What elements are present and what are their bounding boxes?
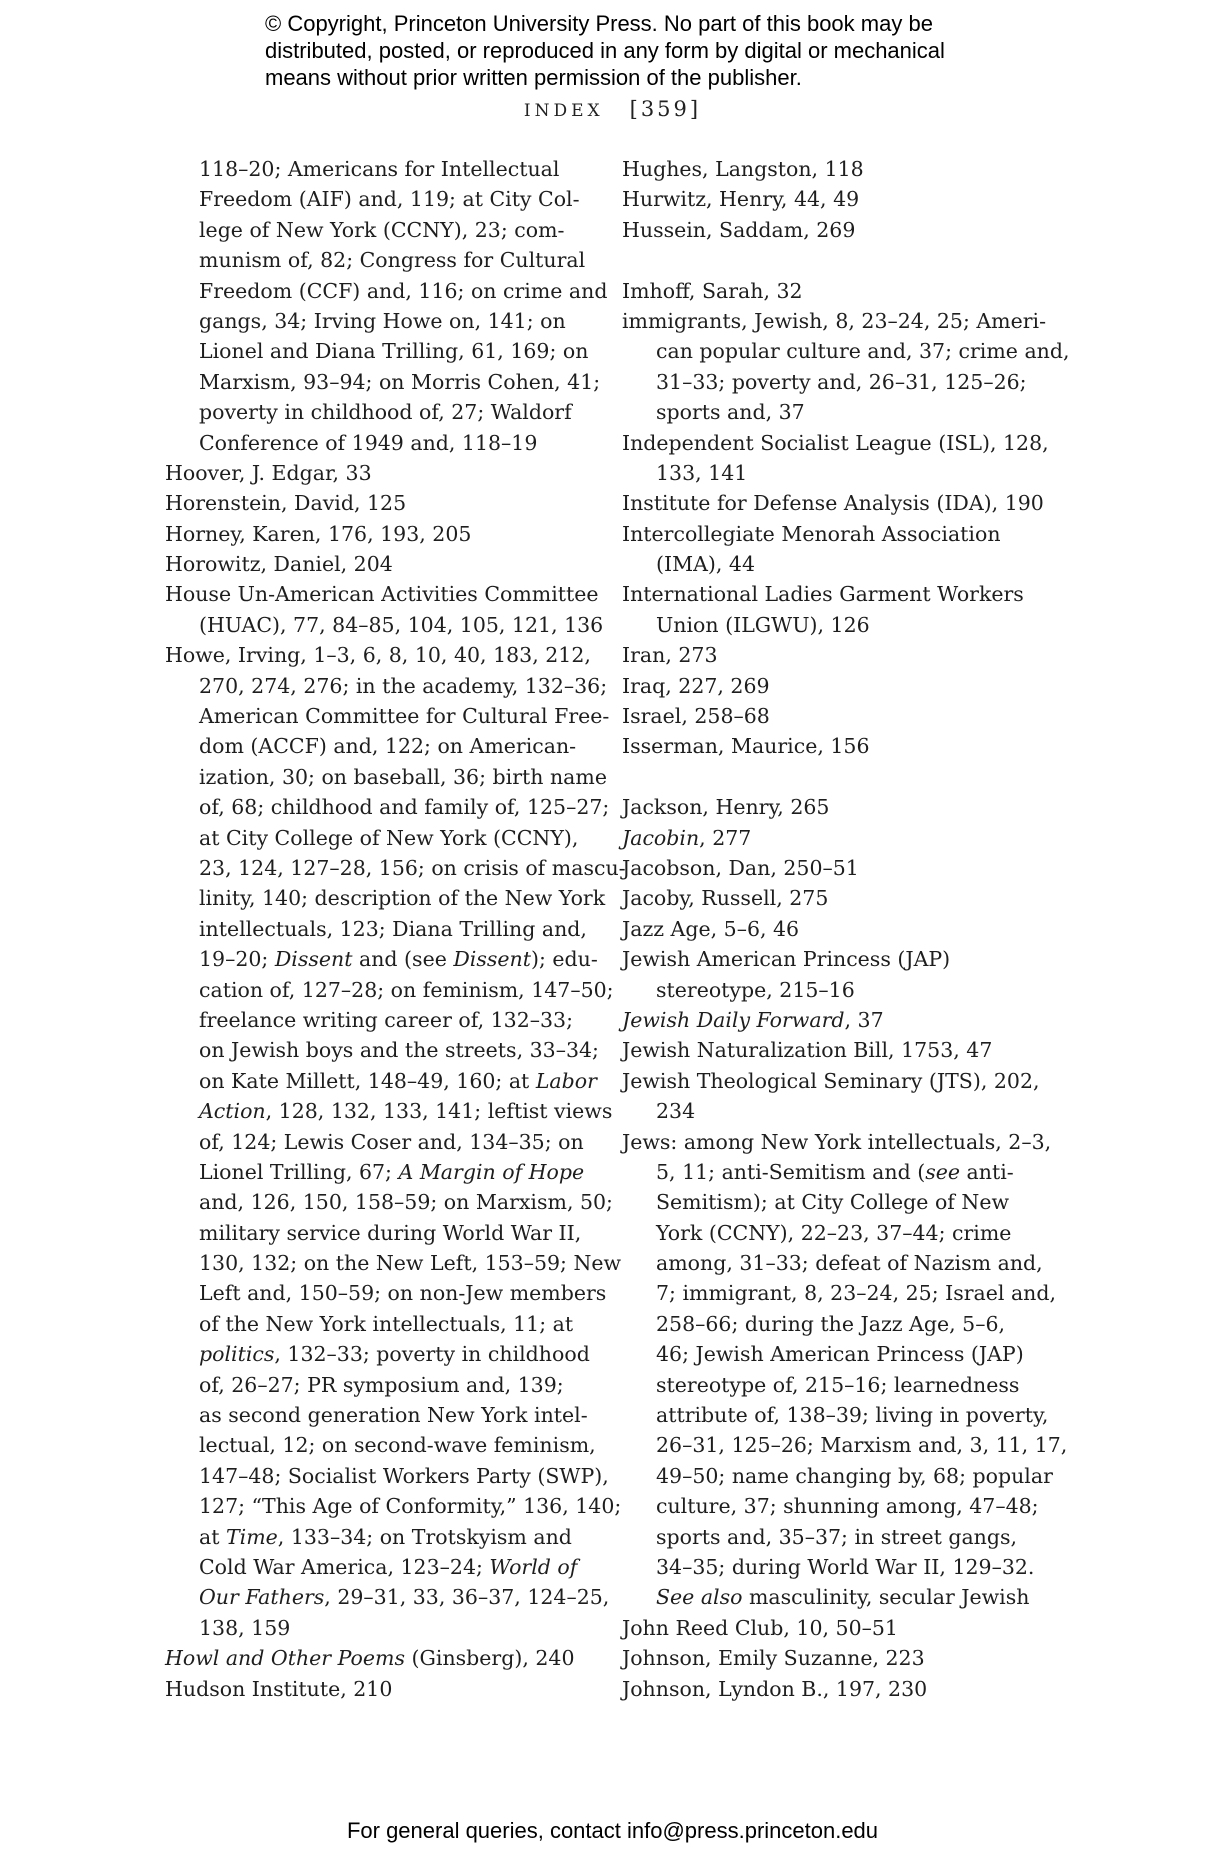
index-entry-continuation: of, 26–27; PR symposium and, 139; [199,1372,564,1397]
index-entry-continuation [165,944,598,974]
index-entry-continuation: 270, 274, 276; in the academy, 132–36; [199,673,608,698]
index-entry-continuation: of, 68; childhood and family of, 125–27; [199,795,610,820]
index-entry-continuation [165,1066,597,1096]
italic-title: Our Fathers [199,1585,325,1610]
index-entry-continuation: of, 124; Lewis Coser and, 134–35; on [199,1129,584,1154]
entry-text: 5, 11; anti-Semitism and ( [656,1159,926,1184]
index-entry: Johnson, Lyndon B., 197, 230 [622,1676,928,1701]
index-entry: Iran, 273 [622,643,718,668]
running-head-title: INDEX [523,101,604,121]
index-entry: John Reed Club, 10, 50–51 [622,1615,898,1640]
index-column-left [165,154,626,1704]
italic-title: World of [489,1554,578,1579]
entry-text: and (see [352,947,454,972]
entry-text: , 132–33; poverty in childhood [274,1342,590,1367]
index-entry-continuation: munism of, 82; Congress for Cultural [199,248,586,273]
index-entry-continuation: poverty in childhood of, 27; Waldorf [199,400,572,425]
index-entry-continuation: (HUAC), 77, 84–85, 104, 105, 121, 136 [199,612,604,637]
index-entry-continuation: at City College of New York (CCNY), [199,825,579,850]
entry-text: on Kate Millett, 148–49, 160; at [199,1068,536,1093]
index-entry: Jews: among New York intellectuals, 2–3, [622,1129,1052,1154]
copyright-line: means without prior written permission of the publisher. [265,65,802,90]
italic-title: see [925,1159,961,1184]
index-entry-continuation: can popular culture and, 37; crime and, [656,339,1070,364]
entry-text: , 29–31, 33, 36–37, 124–25, [324,1585,610,1610]
entry-text: masculinity, secular Jewish [742,1585,1030,1610]
index-entry-continuation: Marxism, 93–94; on Morris Cohen, 41; [199,369,601,394]
italic-title: Action [199,1099,266,1124]
index-entry-continuation: Left and, 150–59; on non-Jew members [199,1281,607,1306]
entry-text: Lionel Trilling, 67; [199,1159,399,1184]
index-entry-continuation: 46; Jewish American Princess (JAP) [656,1342,1024,1367]
index-entry-continuation: lege of New York (CCNY), 23; com- [199,217,565,242]
index-entry-continuation: on Jewish boys and the streets, 33–34; [199,1038,599,1063]
index-entry-continuation: sports and, 35–37; in street gangs, [656,1524,1018,1549]
italic-title: Dissent [453,947,531,972]
index-column-right [622,154,1070,1704]
index-entry-continuation: 23, 124, 127–28, 156; on crisis of mascu- [199,855,626,880]
index-entry-continuation: as second generation New York intel- [199,1403,588,1428]
index-entry-continuation: 258–66; during the Jazz Age, 5–6, [656,1311,1006,1336]
index-entry-continuation [165,1157,585,1187]
index-entry-continuation: 26–31, 125–26; Marxism and, 3, 11, 17, [656,1433,1068,1458]
index-entry [165,1643,585,1673]
italic-title: Time [225,1524,278,1549]
index-entry: Horowitz, Daniel, 204 [165,552,393,577]
index-entry-continuation: 127; “This Age of Conformity,” 136, 140; [199,1494,622,1519]
index-entry: Jewish American Princess (JAP) [622,947,951,972]
entry-text: Cold War America, 123–24; [199,1554,490,1579]
index-entry: Iraq, 227, 269 [622,673,770,698]
index-entry: International Ladies Garment Workers [622,582,1024,607]
index-entry-continuation: 49–50; name changing by, 68; popular [656,1463,1053,1488]
page-number: [359] [629,97,702,121]
index-entry: Hoover, J. Edgar, 33 [165,460,372,485]
index-entry-continuation: dom (ACCF) and, 122; on American- [199,734,577,759]
index-entry-continuation: military service during World War II, [199,1220,582,1245]
index-entry: Horney, Karen, 176, 193, 205 [165,521,472,546]
index-entry: Intercollegiate Menorah Association [622,521,1001,546]
footer-contact: For general queries, contact info@press.princeton.edu [346,1818,879,1843]
index-entry: Jacobson, Dan, 250–51 [622,855,859,880]
index-entry-continuation: American Committee for Cultural Free- [199,704,610,729]
index-entry-continuation [622,1582,1042,1612]
index-entry: Jewish Theological Seminary (JTS), 202, [622,1068,1040,1093]
index-entry-continuation: 34–35; during World War II, 129–32. [656,1554,1035,1579]
index-entry-continuation: and, 126, 150, 158–59; on Marxism, 50; [199,1190,613,1215]
index-entry: Jazz Age, 5–6, 46 [622,916,800,941]
entry-text: 19–20; [199,947,275,972]
entry-text: anti- [960,1159,1014,1184]
index-entry: House Un-American Activities Committee [165,582,599,607]
index-entry-continuation: stereotype, 215–16 [656,977,855,1002]
index-entry: Jewish Naturalization Bill, 1753, 47 [622,1038,993,1063]
index-entry-continuation: 147–48; Socialist Workers Party (SWP), [199,1463,609,1488]
entry-text: , 37 [844,1007,884,1032]
italic-title: A Margin of Hope [398,1159,585,1184]
index-entry-continuation: 130, 132; on the New Left, 153–59; New [199,1251,622,1276]
index-entry-continuation: York (CCNY), 22–23, 37–44; crime [656,1220,1012,1245]
copyright-line: © Copyright, Princeton University Press. No part of this book may be [265,11,933,36]
index-entry-continuation: attribute of, 138–39; living in poverty, [656,1403,1049,1428]
index-entry-continuation: 138, 159 [199,1615,291,1640]
index-entry-continuation: 133, 141 [656,460,748,485]
entry-text: (Ginsberg), 240 [405,1646,575,1671]
italic-title: Jacobin [622,825,700,850]
index-entry-continuation [165,1522,585,1552]
entry-text: , 128, 132, 133, 141; leftist views [265,1099,613,1124]
index-entry-continuation: sports and, 37 [656,400,805,425]
index-entry-continuation: cation of, 127–28; on feminism, 147–50; [199,977,614,1002]
index-entry-continuation: of the New York intellectuals, 11; at [199,1311,574,1336]
entry-text: , 133–34; on Trotskyism and [277,1524,572,1549]
index-entry-continuation: intellectuals, 123; Diana Trilling and, [199,916,587,941]
italic-title: Dissent [274,947,353,972]
index-entry-continuation: among, 31–33; defeat of Nazism and, [656,1251,1043,1276]
index-entry: Jackson, Henry, 265 [622,795,830,820]
copyright-notice [265,10,1025,91]
italic-title: See also [656,1585,743,1610]
entry-text: , 277 [699,825,752,850]
index-entry: Jacoby, Russell, 275 [622,886,829,911]
index-entry-continuation: 234 [656,1099,696,1124]
italic-title: politics [199,1342,275,1367]
index-entry-continuation: Lionel and Diana Trilling, 61, 169; on [199,339,589,364]
index-spacer [622,245,1042,275]
index-entry-continuation: Freedom (AIF) and, 119; at City Col- [199,187,580,212]
index-entry-continuation: culture, 37; shunning among, 47–48; [656,1494,1039,1519]
index-entry: Imhoff, Sarah, 32 [622,278,803,303]
index-entry-continuation [165,1582,610,1612]
entry-text: ); edu- [530,947,598,972]
index-entry-continuation: (IMA), 44 [656,552,756,577]
index-entry: Horenstein, David, 125 [165,491,407,516]
index-entry: Independent Socialist League (ISL), 128, [622,430,1049,455]
index-entry-continuation [165,1552,585,1582]
copyright-line: distributed, posted, or reproduced in any form by digital or mechanical [265,38,945,63]
index-entry-continuation: Semitism); at City College of New [656,1190,1010,1215]
running-head [0,97,1225,121]
index-entry: Howe, Irving, 1–3, 6, 8, 10, 40, 183, 212, [165,643,591,668]
index-entry-continuation: 7; immigrant, 8, 23–24, 25; Israel and, [656,1281,1057,1306]
index-entry-continuation [165,1096,613,1126]
index-entry: Johnson, Emily Suzanne, 223 [622,1646,925,1671]
index-entry-continuation: Union (ILGWU), 126 [656,612,870,637]
index-entry: Institute for Defense Analysis (IDA), 190 [622,491,1044,516]
index-entry: Isserman, Maurice, 156 [622,734,870,759]
index-entry-continuation: ization, 30; on baseball, 36; birth name [199,764,607,789]
index-entry: Hughes, Langston, 118 [622,157,864,181]
index-entry-continuation: gangs, 34; Irving Howe on, 141; on [199,308,566,333]
entry-text: at [199,1524,226,1549]
index-entry: Israel, 258–68 [622,704,770,729]
index-spacer [622,762,1042,792]
italic-title: Jewish Daily Forward [622,1007,845,1032]
index-entry-continuation: freelance writing career of, 132–33; [199,1007,573,1032]
index-entry [622,1005,1042,1035]
italic-title: Howl and Other Poems [165,1646,405,1671]
index-entry-continuation: 31–33; poverty and, 26–31, 125–26; [656,369,1027,394]
index-entry: Hudson Institute, 210 [165,1676,393,1701]
index-entry [622,823,1042,853]
index-entry-continuation: 118–20; Americans for Intellectual [199,157,560,181]
index-entry: Hurwitz, Henry, 44, 49 [622,187,860,212]
italic-title: Labor [535,1068,597,1093]
index-entry-continuation: linity, 140; description of the New York [199,886,606,911]
index-entry-continuation [622,1157,1042,1187]
index-entry-continuation: Conference of 1949 and, 118–19 [199,430,538,455]
index-entry: immigrants, Jewish, 8, 23–24, 25; Ameri- [622,308,1047,333]
index-entry-continuation: Freedom (CCF) and, 116; on crime and [199,278,608,303]
index-entry-continuation: lectual, 12; on second-wave feminism, [199,1433,596,1458]
index-entry: Hussein, Saddam, 269 [622,217,856,242]
index-entry-continuation [165,1339,590,1369]
index-entry-continuation: stereotype of, 215–16; learnedness [656,1372,1020,1397]
